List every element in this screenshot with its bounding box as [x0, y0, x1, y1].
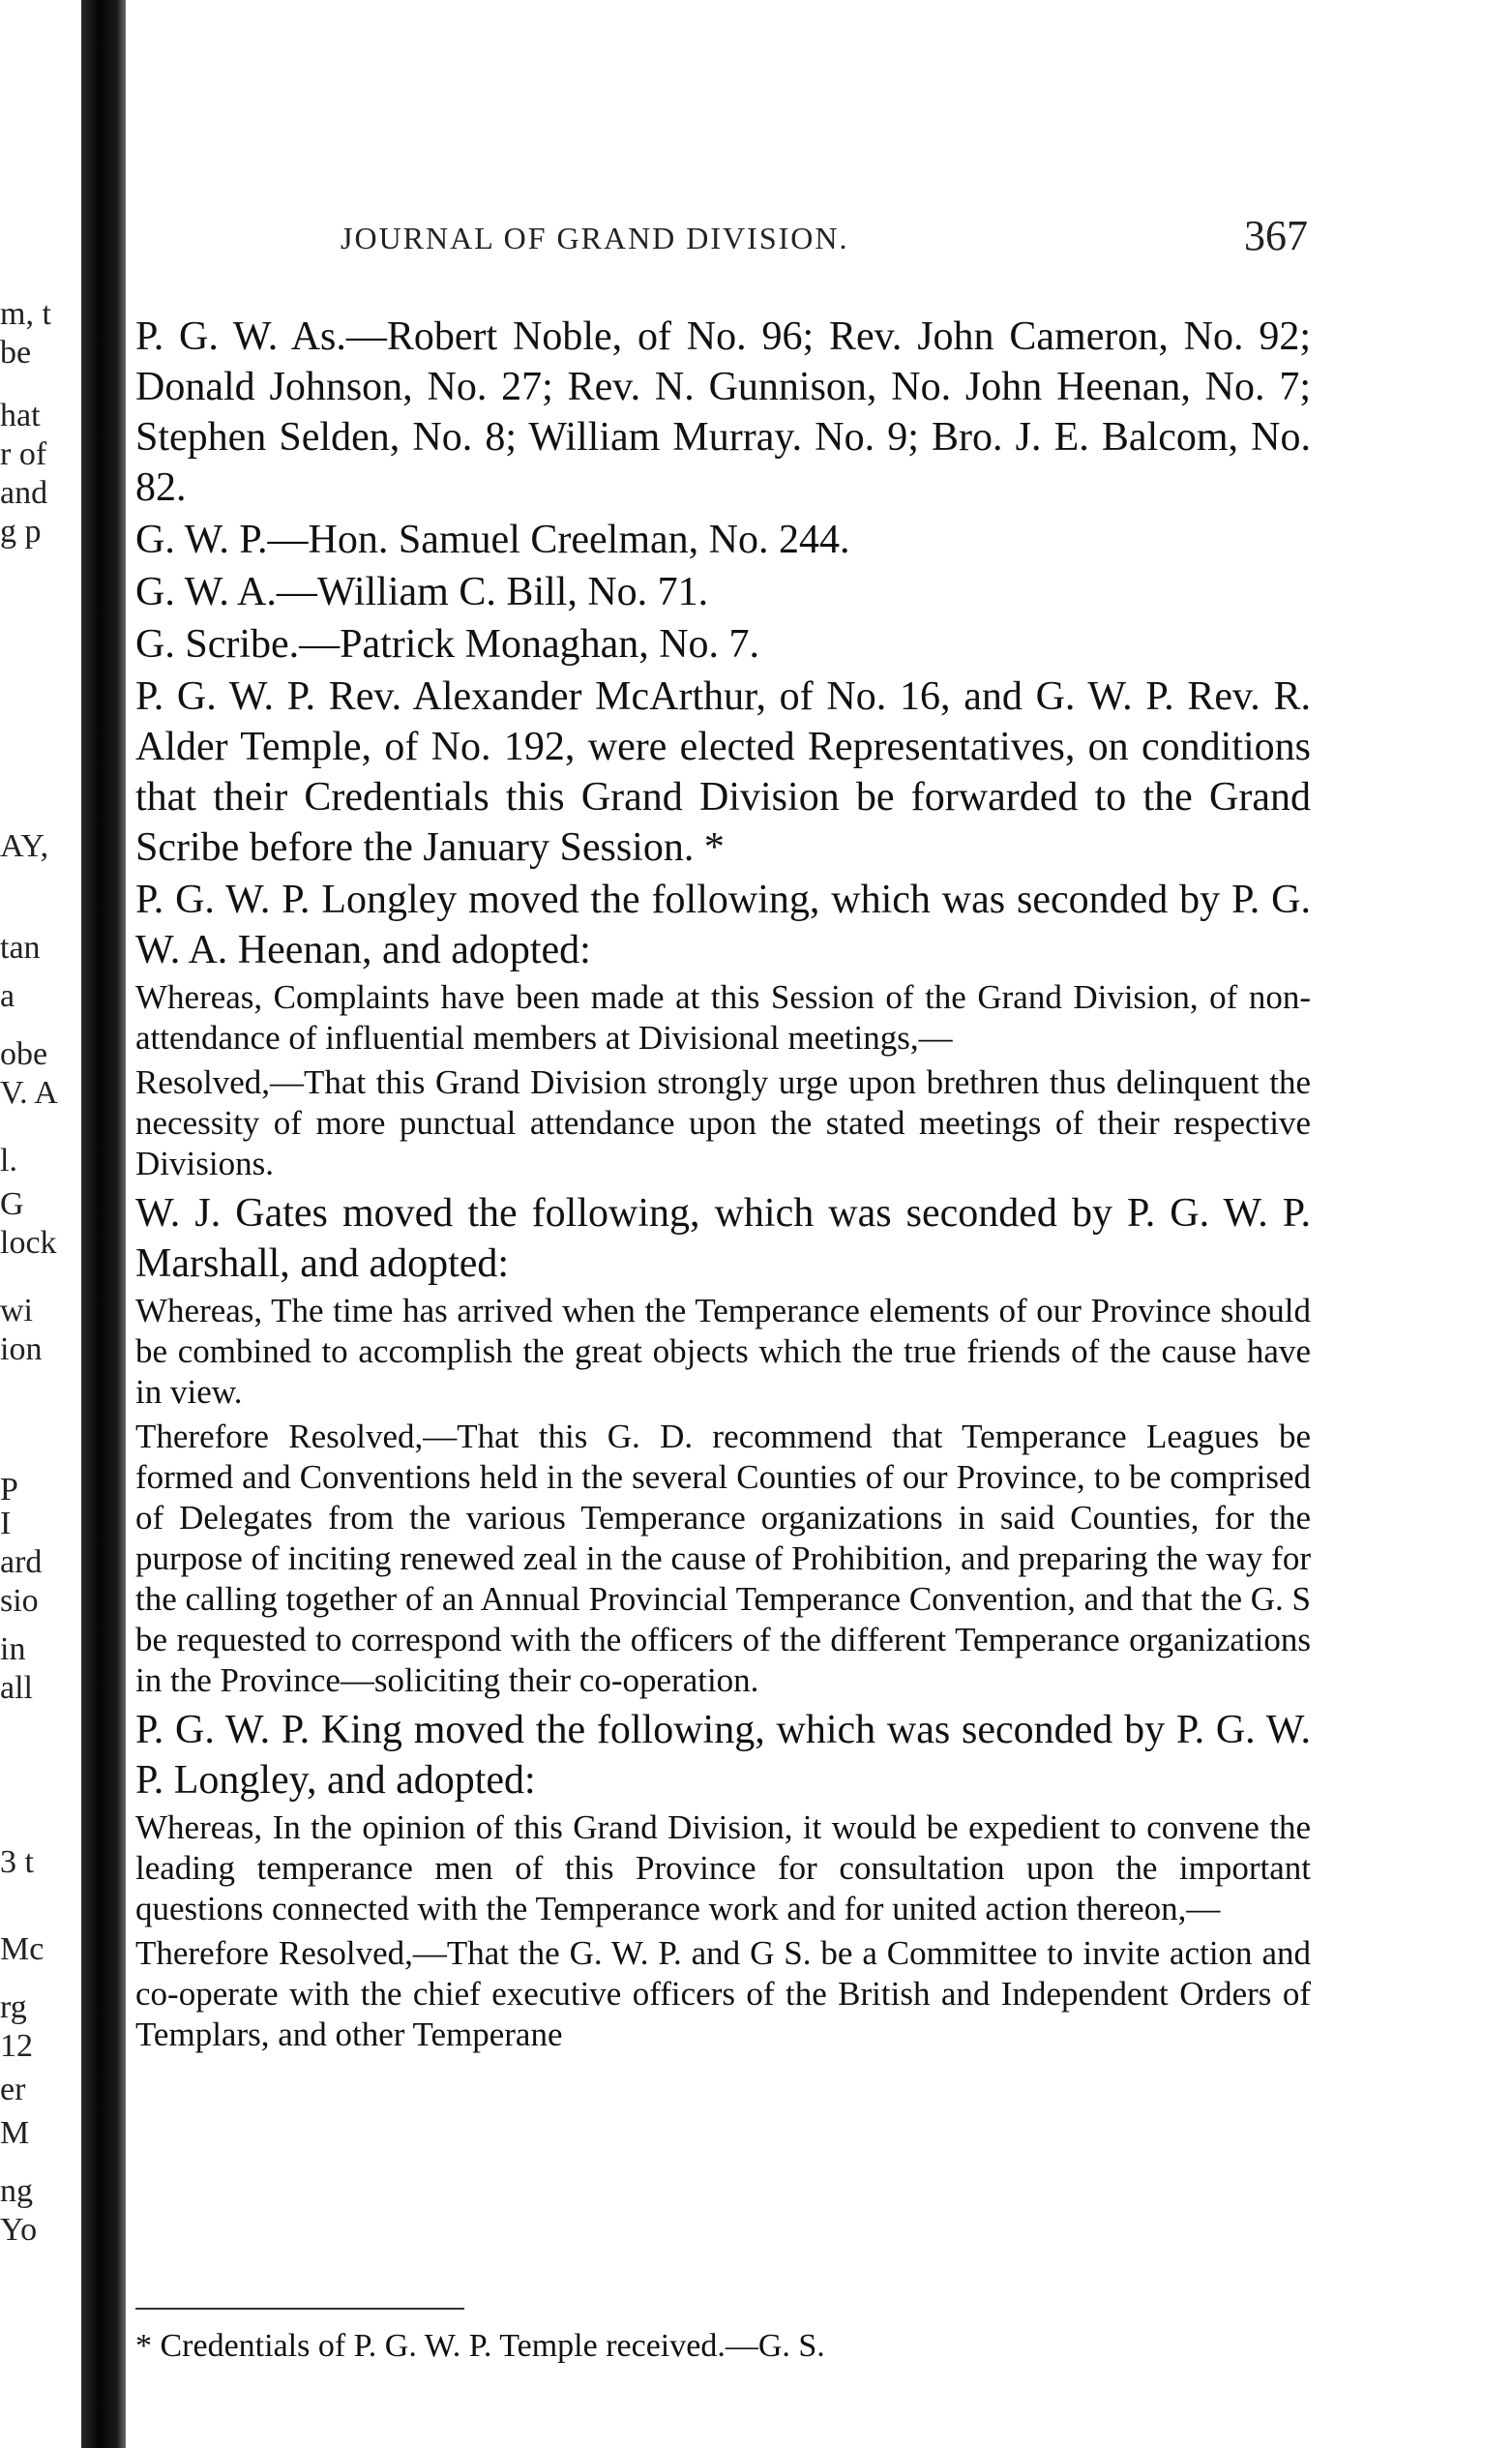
- margin-fragment: g p: [0, 514, 42, 550]
- margin-fragment: P: [0, 1472, 18, 1508]
- margin-fragment: M: [0, 2115, 30, 2151]
- margin-fragment: r of: [0, 436, 47, 472]
- footnote-rule: [135, 2308, 464, 2310]
- margin-fragment: in: [0, 1631, 26, 1667]
- margin-fragment: Yo: [0, 2212, 38, 2248]
- margin-fragment: ion: [0, 1331, 43, 1367]
- margin-fragment: I: [0, 1506, 12, 1541]
- margin-fragment: Mc: [0, 1931, 44, 1967]
- officer-scribe: G. Scribe.—Patrick Monaghan, No. 7.: [135, 622, 760, 667]
- margin-fragment: and: [0, 475, 48, 511]
- book-spine-shadow: [81, 0, 126, 2448]
- whereas-convene: Whereas, In the opinion of this Grand Division, it would be expedient to convene the leading temperance men of this Province for consultation upon the important questions connected with the Temperance work and for united action thereon,—: [135, 1808, 1311, 1927]
- margin-fragment: sio: [0, 1583, 39, 1619]
- margin-fragment: lock: [0, 1225, 57, 1261]
- margin-fragment: AY,: [0, 828, 49, 864]
- officer-gwa: G. W. A.—William C. Bill, No. 71.: [135, 570, 709, 614]
- motion-gates: W. J. Gates moved the following, which was seconded by P. G. W. P. Marshall, and adopted:: [135, 1191, 1311, 1286]
- resolved-attendance: Resolved,—That this Grand Division strongly urge upon brethren thus delinquent the necessity of more punctual attendance upon the stated meetings of their respective Divisions.: [135, 1063, 1311, 1182]
- whereas-attendance: Whereas, Complaints have been made at this Session of the Grand Division, of non-attendance of influential members at Divisional meetings,—: [135, 978, 1311, 1057]
- footnote: * Credentials of P. G. W. P. Temple received.—G. S.: [135, 2328, 825, 2364]
- officer-list-pgwas: P. G. W. As.—Robert Noble, of No. 96; Rev. John Cameron, No. 92; Donald Johnson, No. 27; Rev. N. Gunnison, No. John Heenan, No. 7; Stephen Selden, No. 8; William Murray. No. 9; Bro. J. E. Balcom, No. 82.: [135, 314, 1311, 510]
- margin-fragment: rg: [0, 1989, 27, 2025]
- margin-fragment: tan: [0, 930, 41, 966]
- margin-fragment: 3 t: [0, 1844, 34, 1880]
- resolved-leagues: Therefore Resolved,—That this G. D. recommend that Temperance Leagues be formed and Conventions held in the several Counties of our Province, to be comprised of Delegates from the various Temperance organizations in said Counties, for the purpose of inciting renewed zeal in the cause of Prohibition, and preparing the way for the calling together of an Annual Provincial Temperance Convention, and that the G. S be requested to correspond with the officers of the different Temperance organizations in the Province—soliciting their co-operation.: [135, 1418, 1311, 1699]
- margin-fragment: V. A: [0, 1075, 58, 1111]
- running-title: JOURNAL OF GRAND DIVISION.: [341, 221, 849, 255]
- page-number: 367: [1244, 212, 1308, 259]
- margin-fragment: a: [0, 978, 15, 1014]
- page-header: [341, 212, 1308, 259]
- motion-longley: P. G. W. P. Longley moved the following, which was seconded by P. G. W. A. Heenan, and adopted:: [135, 878, 1311, 972]
- margin-fragment: ard: [0, 1544, 43, 1580]
- margin-fragment: hat: [0, 398, 41, 433]
- officer-gwp: G. W. P.—Hon. Samuel Creelman, No. 244.: [135, 518, 850, 562]
- margin-fragment: all: [0, 1670, 33, 1706]
- margin-fragment: obe: [0, 1036, 48, 1072]
- page-body: [135, 312, 1311, 2059]
- margin-fragment: er: [0, 2072, 26, 2107]
- margin-fragment: 12: [0, 2028, 33, 2064]
- margin-fragment: be: [0, 335, 32, 371]
- margin-fragment: wi: [0, 1293, 33, 1328]
- margin-fragment: ng: [0, 2173, 33, 2209]
- motion-king: P. G. W. P. King moved the following, which was seconded by P. G. W. P. Longley, and adopted:: [135, 1708, 1311, 1803]
- margin-fragment: l.: [0, 1143, 17, 1179]
- margin-fragment: m, t: [0, 296, 51, 332]
- margin-fragment: G: [0, 1186, 24, 1222]
- representatives-paragraph: P. G. W. P. Rev. Alexander McArthur, of No. 16, and G. W. P. Rev. R. Alder Temple, of No. 192, were elected Representatives, on conditions that their Credentials this Grand Division be forwarded to the Grand Scribe before the January Session. *: [135, 674, 1311, 870]
- resolved-committee: Therefore Resolved,—That the G. W. P. and G S. be a Committee to invite action and co-operate with the chief executive officers of the British and Independent Orders of Templars, and other Temperane: [135, 1934, 1311, 2053]
- whereas-temperance: Whereas, The time has arrived when the Temperance elements of our Province should be combined to accomplish the great objects which the true friends of the cause have in view.: [135, 1292, 1311, 1411]
